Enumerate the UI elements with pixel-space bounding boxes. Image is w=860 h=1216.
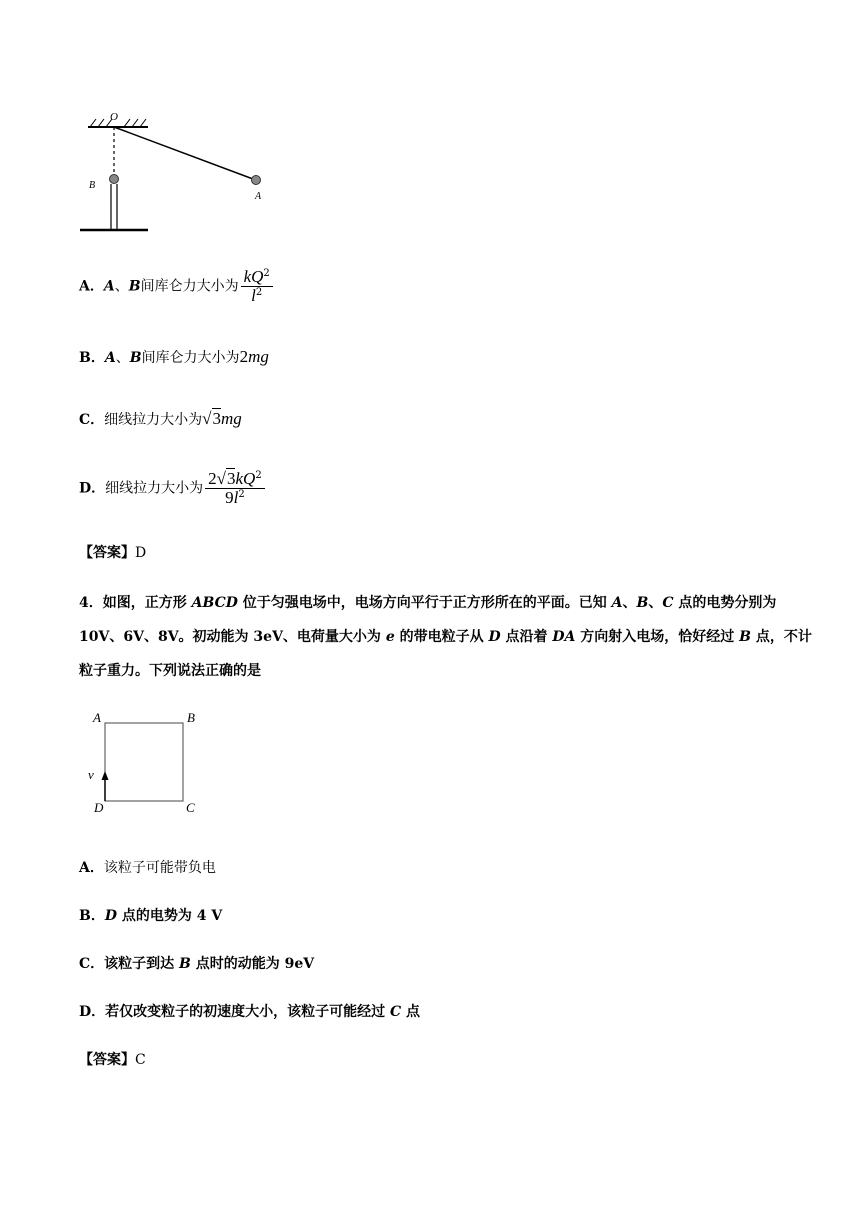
q3-option-a: A．A、B间库仑力大小为 $\frac{kQ^2}{l^2}$ [79, 268, 273, 305]
q4-option-a: A．该粒子可能带负电 [79, 860, 216, 876]
q3-option-b: B．A、B间库仑力大小为2mg [79, 347, 269, 366]
label-A: A [93, 710, 101, 725]
label-B: B [89, 180, 96, 191]
square-figure [85, 705, 210, 820]
q4-number: 4． [79, 595, 103, 611]
label-O: O [110, 111, 118, 123]
label-C: C [186, 800, 195, 815]
label-D: D [94, 800, 104, 815]
fraction-coulomb: $\frac{kQ^2}{l^2}$ [241, 268, 273, 305]
pendulum-figure [80, 105, 280, 240]
q3-answer: 【答案】D [79, 545, 147, 561]
q4-option-b: B．D 点的电势为 4 V [79, 908, 223, 924]
fraction-tension: $\frac{2√3kQ^2}{9l^2}$ [205, 470, 265, 507]
label-v: v [88, 767, 94, 782]
q3-option-c: C．细线拉力大小为√3mg [79, 409, 242, 428]
q3-option-d: D．细线拉力大小为 $\frac{2√3kQ^2}{9l^2}$ [79, 470, 265, 507]
q4-stem: 4．如图，正方形 ABCD 位于匀强电场中，电场方向平行于正方形所在的平面。已知 A、B、C 点的电势分别为 10V、6V、8V。初动能为 3eV、电荷量大小为 e 的带电粒子从 D 点沿着 DA 方向射入电场，恰好经过 B 点，不计粒子重力。下列说法正确的是 [79, 595, 812, 679]
q4-option-d: D．若仅改变粒子的初速度大小，该粒子可能经过 C 点 [79, 1004, 421, 1020]
label-B: B [187, 710, 195, 725]
label-A: A [255, 191, 262, 202]
q4-answer: 【答案】C [79, 1052, 146, 1068]
q4-option-c: C．该粒子到达 B 点时的动能为 9eV [79, 956, 315, 972]
